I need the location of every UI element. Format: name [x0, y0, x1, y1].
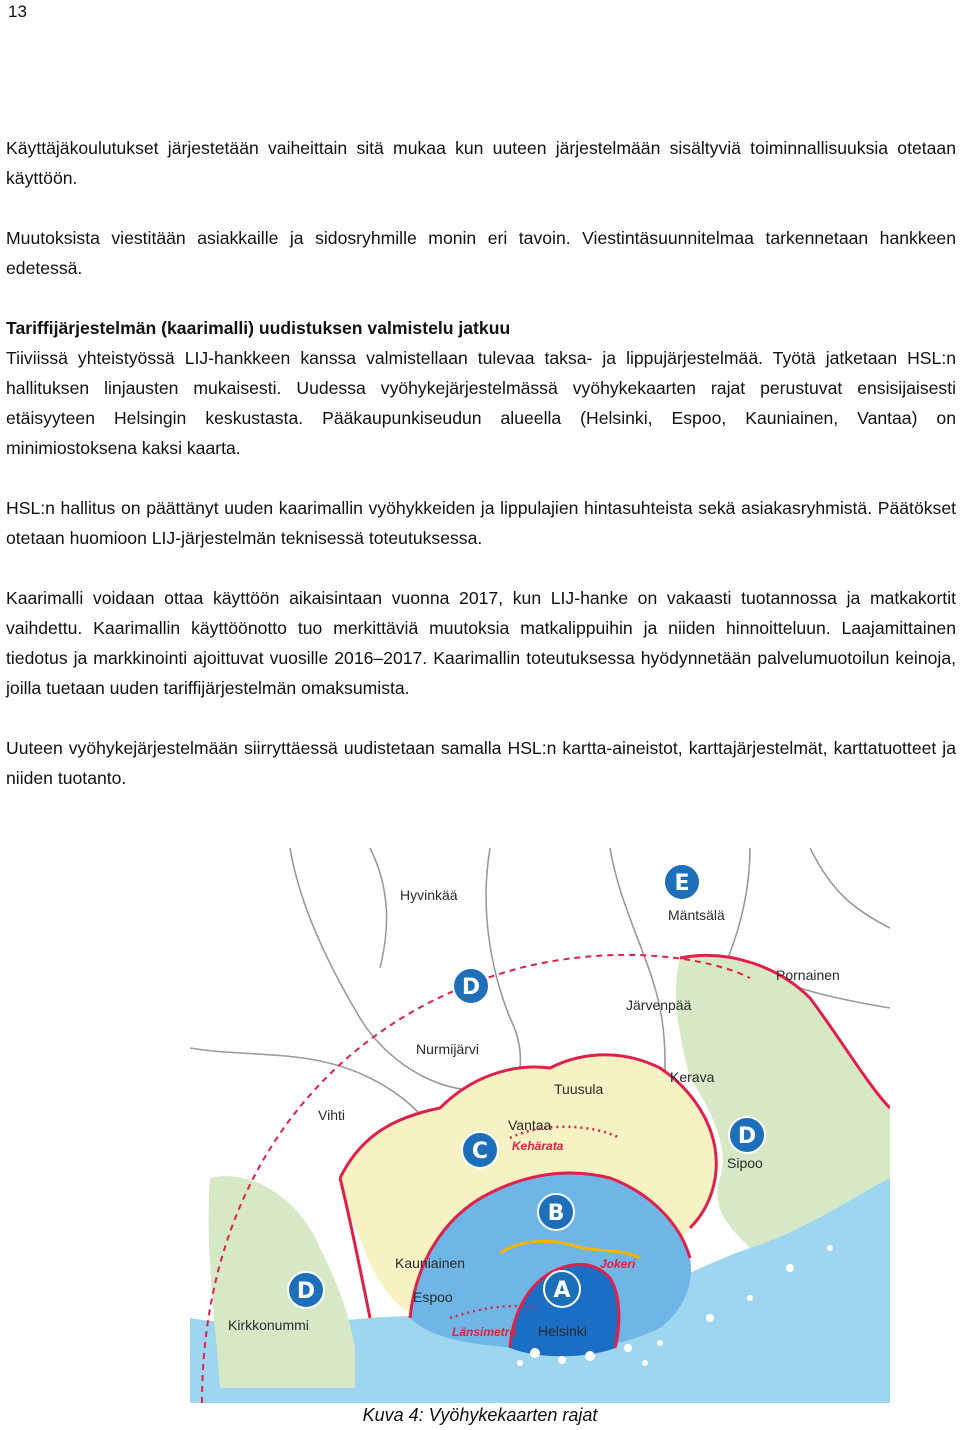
label-kirkkonummi: Kirkkonummi [228, 1317, 309, 1333]
svg-text:D: D [461, 975, 481, 1000]
figure-caption: Kuva 4: Vyöhykekaarten rajat [362, 1405, 598, 1425]
section-heading: Tariffijärjestelmän (kaarimalli) uudistuksen valmistelu jatkuu [6, 318, 511, 338]
label-vihti: Vihti [318, 1107, 345, 1123]
label-lansimetro: Länsimetro [452, 1325, 517, 1339]
label-tuusula: Tuusula [554, 1081, 604, 1097]
label-keharata: Kehärata [512, 1139, 564, 1153]
label-kauniainen: Kauniainen [395, 1255, 466, 1271]
svg-text:B: B [547, 1201, 565, 1226]
svg-text:E: E [674, 871, 690, 896]
zone-badge-b [538, 1194, 574, 1230]
body-text [6, 133, 956, 793]
page-number: 13 [8, 2, 27, 21]
zone-badge-c [462, 1132, 498, 1168]
label-sipoo: Sipoo [727, 1155, 763, 1171]
paragraph-tariff-prep: Tiiviissä yhteistyössä LIJ-hankkeen kanssa valmistellaan tulevaa taksa- ja lippujärjestelmää. Työtä jatketaan HSL:n hallituksen linjausten mukaisesti. Uudessa vyöhykejärjestelmässä vyöhykekaarten rajat perustuvat ensisijaisesti etäisyyteen Helsingin keskustasta. Pääkaupunkiseudun alueella (Helsinki, Espoo, Kauniainen, Vantaa) on minimiostoksena kaksi kaarta. [6, 348, 956, 458]
paragraph-training: Käyttäjäkoulutukset järjestetään vaiheittain sitä mukaa kun uuteen järjestelmään sisältyviä toiminnallisuuksia otetaan käyttöön. [6, 138, 956, 188]
label-hyvinkaa: Hyvinkää [400, 887, 458, 903]
zone-map [190, 848, 890, 1403]
label-jokeri: Jokeri [600, 1257, 636, 1271]
paragraph-map-renewal: Uuteen vyöhykejärjestelmään siirryttäessä uudistetaan samalla HSL:n kartta-aineistot, karttajärjestelmät, karttatuotteet ja niiden tuotanto. [6, 738, 956, 788]
zone-badge-d-east [729, 1117, 765, 1153]
label-helsinki: Helsinki [538, 1323, 588, 1339]
paragraph-board-decision: HSL:n hallitus on päättänyt uuden kaarimallin vyöhykkeiden ja lippulajien hintasuhteista sekä asiakasryhmistä. Päätökset otetaan huomioon LIJ-järjestelmän teknisessä toteutuksessa. [6, 498, 956, 548]
zone-badge-d-north [453, 968, 489, 1004]
label-pornainen: Pornainen [776, 967, 840, 983]
label-nurmijarvi: Nurmijärvi [416, 1041, 479, 1057]
paragraph-schedule: Kaarimalli voidaan ottaa käyttöön aikaisintaan vuonna 2017, kun LIJ-hanke on vakaasti tuotannossa ja matkakortit vaihdettu. Kaarimallin käyttöönotto tuo merkittäviä muutoksia matkalippuihin ja niiden hinnoitteluun. Laajamittainen tiedotus ja markkinointi ajoittuvat vuosille 2016–2017. Kaarimallin toteutuksessa hyödynnetään palvelumuotoilun keinoja, joilla tuetaan uuden tariffijärjestelmän omaksumista. [6, 588, 956, 698]
zone-badge-d-west [288, 1272, 324, 1308]
paragraph-communication: Muutoksista viestitään asiakkaille ja sidosryhmille monin eri tavoin. Viestintäsuunnitelmaa tarkennetaan hankkeen edetessä. [6, 228, 956, 278]
label-kerava: Kerava [670, 1069, 715, 1085]
svg-text:C: C [471, 1139, 489, 1164]
label-jarvenpaa: Järvenpää [626, 997, 692, 1013]
svg-text:A: A [553, 1278, 571, 1303]
label-espoo: Espoo [413, 1289, 453, 1305]
label-vantaa: Vantaa [508, 1117, 552, 1133]
zone-badge-a [544, 1271, 580, 1307]
svg-text:D: D [737, 1124, 757, 1149]
svg-text:D: D [296, 1279, 316, 1304]
label-mantsala: Mäntsälä [668, 907, 725, 923]
zone-badge-e [664, 864, 700, 900]
